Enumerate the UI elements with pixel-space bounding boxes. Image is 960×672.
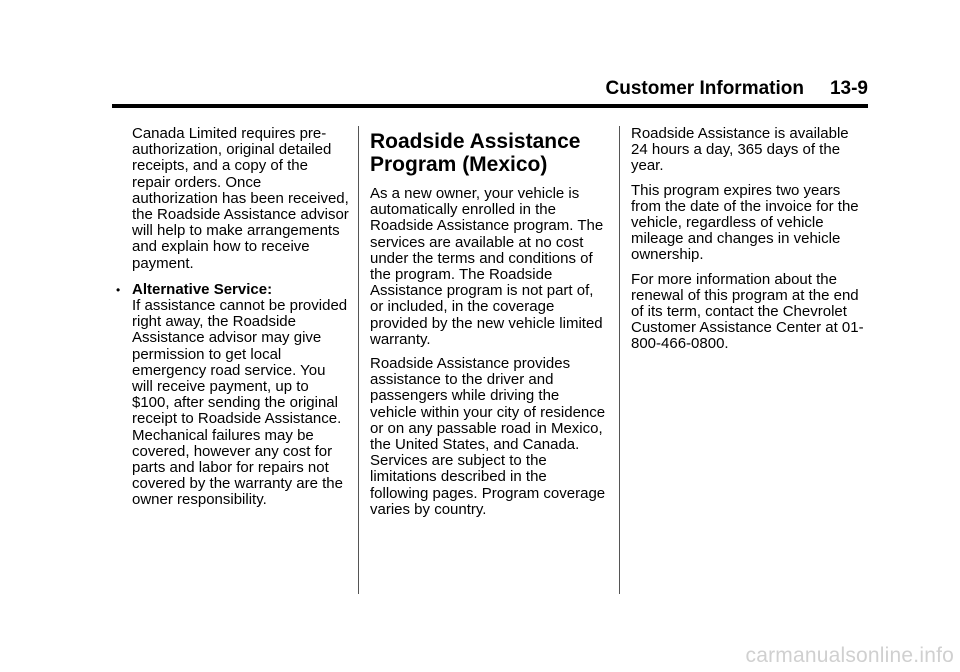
- column-left: [112, 126, 350, 509]
- paragraph-coverage: Roadside Assistance provides assistance to the driver and passengers while driving the vehicle within your city of residence or on any passable road in Mexico, the United States, and Canada. Services are subject to the limitations described in the following pages. Program coverage varies by country.: [370, 355, 606, 518]
- section-heading: Roadside Assistance Program (Mexico): [370, 130, 581, 176]
- section-title: Customer Information: [605, 78, 804, 99]
- bullet-icon: •: [116, 282, 121, 297]
- page-number: 13-9: [829, 78, 868, 99]
- paragraph-expiration: This program expires two years from the date of the invoice for the vehicle, regardless of vehicle mileage and changes in vehicle ownership.: [631, 181, 859, 264]
- bullet-item-alternative-service: [112, 282, 350, 509]
- paragraph-renewal: For more information about the renewal of this program at the end of its term, contact the Chevrolet Customer Assistance Center at 01-800-466-0800.: [631, 270, 864, 353]
- continued-paragraph: Canada Limited requires pre-authorization, original detailed receipts, and a copy of the repair orders. Once authorization has been received, the Roadside Assistance advisor will help to make arrangements and explain how to receive payment.: [132, 125, 349, 272]
- page-header: [604, 78, 868, 104]
- column-divider-2: [619, 126, 620, 594]
- column-divider-1: [358, 126, 359, 594]
- paragraph-enrollment: As a new owner, your vehicle is automatically enrolled in the Roadside Assistance program. The services are available at no cost under the terms and conditions of the program. The Roadside Assistance program is not part of, or included, in the coverage provided by the new vehicle limited warranty.: [370, 185, 604, 348]
- column-right: [631, 126, 867, 361]
- header-rule: [112, 104, 868, 108]
- bullet-title: Alternative Service:: [132, 280, 273, 298]
- paragraph-availability: Roadside Assistance is available 24 hours a day, 365 days of the year.: [631, 125, 849, 175]
- watermark-logo: carmanualsonline.info: [745, 644, 954, 667]
- bullet-body: If assistance cannot be provided right away, the Roadside Assistance advisor may give permission to get local emergency road service. You will receive payment, up to $100, after sending the original receipt to Roadside Assistance. Mechanical failures may be covered, however any cost for parts and labor for repairs not covered by the warranty are the owner responsibility.: [132, 297, 348, 509]
- column-middle: [370, 126, 606, 526]
